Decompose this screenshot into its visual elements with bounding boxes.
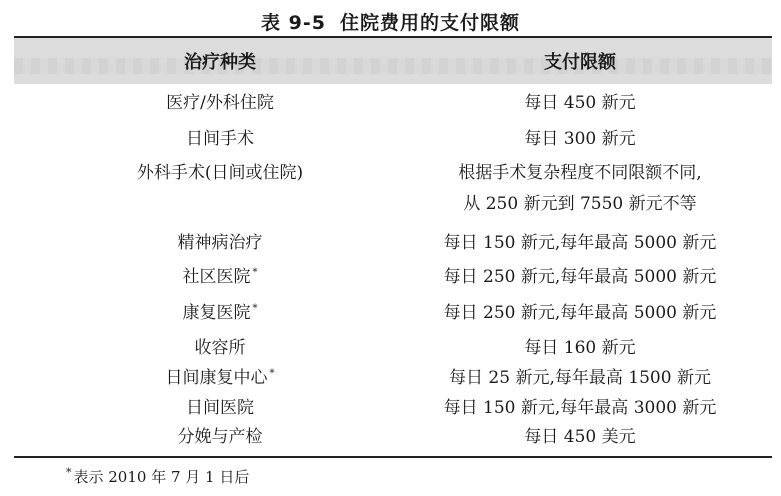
treatment-type: 日间手术 [186, 129, 254, 149]
treatment-type-cell [85, 262, 355, 287]
treatment-type: 精神病治疗 [177, 233, 263, 253]
footnote-marker: * [66, 466, 72, 479]
table-title [0, 8, 781, 35]
table-bottom-rule [14, 456, 772, 458]
payment-limit: 每日 300 新元 [524, 129, 636, 149]
treatment-type-cell [85, 363, 355, 388]
payment-limit-multiline [415, 158, 745, 220]
footnote-text: 表示 2010 年 7 月 1 日后 [73, 468, 250, 486]
payment-limit: 每日 150 新元,每年最高 3000 新元 [443, 398, 717, 418]
payment-limit: 每日 25 新元,每年最高 1500 新元 [449, 368, 711, 388]
treatment-type: 日间医院 [186, 398, 254, 418]
payment-limit: 每日 150 新元,每年最高 5000 新元 [443, 233, 717, 253]
footnote-marker: * [252, 303, 258, 315]
treatment-type: 社区医院 [182, 267, 251, 287]
table-number: 表 9-5 [261, 12, 326, 34]
payment-limit: 每日 250 新元,每年最高 5000 新元 [443, 267, 717, 287]
treatment-type: 外科手术(日间或住院) [136, 163, 304, 183]
treatment-type: 医疗/外科住院 [166, 93, 274, 113]
table-title-text: 住院费用的支付限额 [339, 12, 520, 34]
payment-limit: 每日 450 新元 [524, 93, 636, 113]
treatment-type: 康复医院 [182, 303, 251, 323]
treatment-type: 日间康复中心 [165, 368, 268, 388]
header-payment-limit: 支付限额 [544, 52, 616, 73]
treatment-type-cell [85, 298, 355, 323]
footnote-marker: * [252, 267, 258, 279]
payment-limit-line1: 根据手术复杂程度不同限额不同, [458, 163, 702, 183]
table-footnote [64, 466, 249, 487]
payment-limit: 每日 450 美元 [524, 427, 636, 447]
payment-limit-line2: 从 250 新元到 7550 新元不等 [463, 194, 697, 214]
payment-limit: 每日 160 新元 [524, 338, 636, 358]
treatment-type: 收容所 [194, 338, 246, 358]
payment-limit: 每日 250 新元,每年最高 5000 新元 [443, 303, 717, 323]
treatment-type: 分娩与产检 [177, 427, 263, 447]
header-treatment-type: 治疗种类 [184, 52, 256, 73]
footnote-marker: * [269, 368, 275, 380]
